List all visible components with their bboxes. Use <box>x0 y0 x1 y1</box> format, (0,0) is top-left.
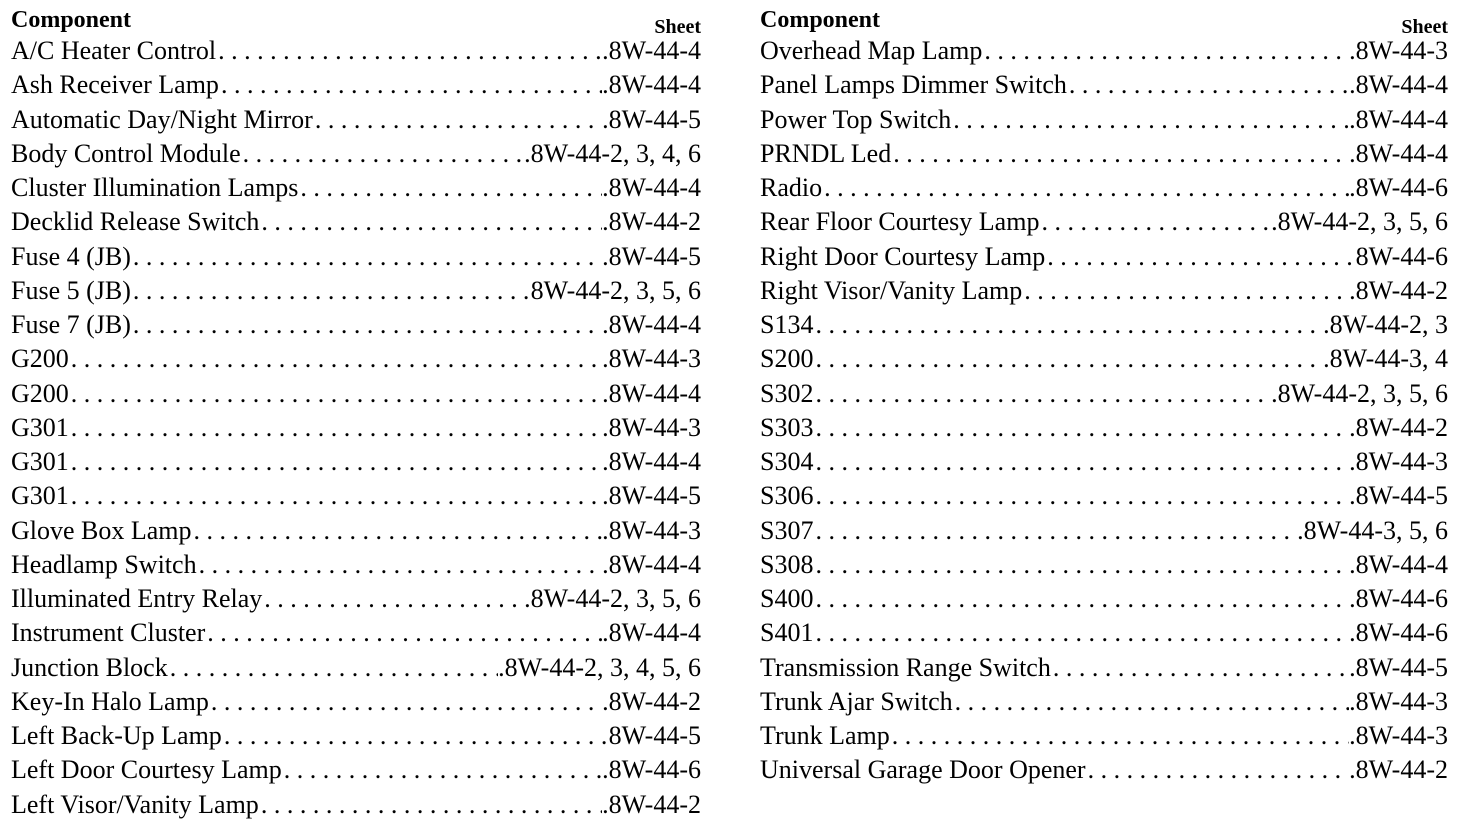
index-entry <box>11 445 701 479</box>
dot-leader <box>131 240 602 274</box>
component-name: Trunk Ajar Switch <box>760 686 953 716</box>
component-name: G200 <box>11 378 69 408</box>
sheet-reference: .8W-44-5 <box>602 241 701 271</box>
index-entry <box>760 342 1448 376</box>
dot-leader <box>131 308 602 342</box>
sheet-reference: .8W-44-2 <box>602 207 701 237</box>
sheet-reference: .8W-44-2 <box>602 686 701 716</box>
right-column <box>760 2 1448 788</box>
sheet-reference: .8W-44-3 <box>602 515 701 545</box>
dot-leader <box>69 445 602 479</box>
dot-leader <box>69 342 602 376</box>
right-entry-list <box>760 34 1448 788</box>
sheet-reference: .8W-44-2, 3 <box>1323 310 1448 339</box>
sheet-reference: .8W-44-2, 3, 5, 6 <box>524 584 701 613</box>
dot-leader <box>1051 651 1349 685</box>
sheet-reference: .8W-44-5 <box>602 481 701 511</box>
dot-leader <box>219 68 602 102</box>
dot-leader <box>259 205 602 239</box>
component-name: S302 <box>760 378 814 408</box>
dot-leader <box>69 411 602 445</box>
component-name: S400 <box>760 584 814 613</box>
dot-leader <box>822 171 1349 205</box>
sheet-reference: .8W-44-4 <box>1349 104 1448 134</box>
index-entry <box>760 103 1448 137</box>
sheet-reference: .8W-44-3, 5, 6 <box>1297 515 1448 545</box>
index-entry <box>760 274 1448 308</box>
left-column-header <box>11 2 701 38</box>
index-entry <box>11 651 701 685</box>
sheet-reference: .8W-44-3 <box>1349 721 1448 750</box>
index-entry <box>11 411 701 445</box>
dot-leader <box>1067 68 1349 102</box>
dot-leader <box>813 582 1349 616</box>
index-entry <box>11 308 701 342</box>
dot-leader <box>813 377 1271 411</box>
sheet-reference: .8W-44-4 <box>602 378 701 408</box>
dot-leader <box>813 548 1349 582</box>
component-name: Junction Block <box>11 652 168 682</box>
sheet-reference: .8W-44-4 <box>1349 549 1448 579</box>
sheet-reference: .8W-44-6 <box>602 755 701 785</box>
dot-leader <box>313 103 602 137</box>
dot-leader <box>891 137 1349 171</box>
component-name: PRNDL Led <box>760 138 892 168</box>
index-entry <box>11 479 701 513</box>
index-entry <box>760 753 1448 787</box>
sheet-reference: .8W-44-6 <box>1349 584 1448 613</box>
dot-leader <box>813 479 1349 513</box>
component-name: Instrument Cluster <box>11 618 206 648</box>
component-name: Rear Floor Courtesy Lamp <box>760 207 1040 237</box>
index-entry <box>760 685 1448 719</box>
component-name: Right Visor/Vanity Lamp <box>760 275 1023 305</box>
sheet-reference: .8W-44-4 <box>602 549 701 579</box>
index-entry <box>11 753 701 787</box>
dot-leader <box>298 171 602 205</box>
sheet-reference: .8W-44-6 <box>1349 618 1448 648</box>
index-entry <box>11 68 701 102</box>
index-entry <box>760 548 1448 582</box>
dot-leader <box>69 377 602 411</box>
sheet-reference: .8W-44-4 <box>1349 138 1448 168</box>
sheet-reference: .8W-44-3 <box>1349 36 1448 65</box>
dot-leader <box>241 137 524 171</box>
sheet-reference: .8W-44-4 <box>602 173 701 202</box>
sheet-reference: .8W-44-4 <box>602 447 701 476</box>
component-name: A/C Heater Control <box>11 36 217 65</box>
component-name: G200 <box>11 344 69 374</box>
component-name: Fuse 4 (JB) <box>11 241 131 271</box>
sheet-reference: .8W-44-5 <box>1349 652 1448 682</box>
dot-leader <box>813 445 1349 479</box>
component-name: S303 <box>760 412 814 442</box>
dot-leader <box>259 788 602 822</box>
component-name: Left Back-Up Lamp <box>11 721 222 750</box>
index-entry <box>11 103 701 137</box>
sheet-reference: .8W-44-6 <box>1349 173 1448 202</box>
sheet-reference: .8W-44-3 <box>1349 447 1448 476</box>
dot-leader <box>216 34 602 68</box>
component-name: Ash Receiver Lamp <box>11 70 219 100</box>
sheet-reference: .8W-44-4 <box>602 618 701 648</box>
dot-leader <box>1086 753 1349 787</box>
index-entry <box>11 616 701 650</box>
sheet-reference: .8W-44-2, 3, 5, 6 <box>1271 207 1448 237</box>
sheet-reference: 8W-44-6 <box>1355 241 1448 271</box>
dot-leader <box>168 651 498 685</box>
index-entry <box>760 445 1448 479</box>
component-name: Glove Box Lamp <box>11 515 192 545</box>
dot-leader <box>813 308 1323 342</box>
component-name: Key-In Halo Lamp <box>11 686 209 716</box>
component-name: Panel Lamps Dimmer Switch <box>760 70 1067 100</box>
index-entry <box>760 171 1448 205</box>
sheet-heading: Sheet <box>1401 16 1448 38</box>
index-entry <box>760 651 1448 685</box>
sheet-reference: .8W-44-2 <box>1349 412 1448 442</box>
index-entry <box>760 479 1448 513</box>
index-entry <box>760 582 1448 616</box>
index-entry <box>11 274 701 308</box>
index-entry <box>11 34 701 68</box>
component-name: S307 <box>760 515 814 545</box>
dot-leader <box>131 274 531 308</box>
component-name: Fuse 5 (JB) <box>11 275 131 305</box>
index-entry <box>11 548 701 582</box>
component-name: Body Control Module <box>11 138 241 168</box>
index-entry <box>11 377 701 411</box>
index-entry <box>11 719 701 753</box>
sheet-reference: .8W-44-4 <box>602 70 701 100</box>
dot-leader <box>813 342 1323 376</box>
index-entry <box>760 34 1448 68</box>
component-name: Illuminated Entry Relay <box>11 584 263 613</box>
dot-leader <box>890 719 1349 753</box>
sheet-reference: 8W-44-5 <box>608 721 701 750</box>
dot-leader <box>982 34 1349 68</box>
sheet-reference: .8W-44-2, 3, 4, 6 <box>524 138 701 168</box>
sheet-reference: .8W-44-4 <box>602 36 701 65</box>
dot-leader <box>953 685 1349 719</box>
left-column <box>11 2 701 822</box>
component-name: Automatic Day/Night Mirror <box>11 104 313 134</box>
component-name: G301 <box>11 447 69 476</box>
dot-leader <box>262 582 524 616</box>
index-entry <box>760 719 1448 753</box>
sheet-reference: .8W-44-3 <box>1349 686 1448 716</box>
sheet-reference: .8W-44-2, 3, 5, 6 <box>1271 378 1448 408</box>
dot-leader <box>282 753 602 787</box>
sheet-reference: 8W-44-2, 3, 5, 6 <box>530 275 701 305</box>
dot-leader <box>951 103 1349 137</box>
dot-leader <box>813 616 1349 650</box>
component-name: Left Visor/Vanity Lamp <box>11 789 259 819</box>
index-entry <box>11 137 701 171</box>
right-column-header <box>760 2 1448 38</box>
dot-leader <box>1045 240 1355 274</box>
index-entry <box>11 788 701 822</box>
index-entry <box>760 616 1448 650</box>
sheet-reference: .8W-44-4 <box>1349 70 1448 100</box>
component-name: S306 <box>760 481 814 511</box>
sheet-heading: Sheet <box>654 16 701 38</box>
component-name: Transmission Range Switch <box>760 652 1051 682</box>
index-entry <box>11 582 701 616</box>
component-name: S401 <box>760 618 814 648</box>
component-name: G301 <box>11 481 69 511</box>
component-name: Decklid Release Switch <box>11 207 260 237</box>
index-entry <box>11 171 701 205</box>
index-entry <box>760 308 1448 342</box>
index-entry <box>11 514 701 548</box>
component-name: Fuse 7 (JB) <box>11 310 131 339</box>
sheet-reference: .8W-44-2 <box>602 789 701 819</box>
component-name: Universal Garage Door Opener <box>760 755 1086 785</box>
index-entry <box>760 68 1448 102</box>
component-heading: Component <box>11 7 132 33</box>
left-entry-list <box>11 34 701 822</box>
index-entry <box>11 342 701 376</box>
sheet-reference: .8W-44-4 <box>602 310 701 339</box>
component-name: S304 <box>760 447 814 476</box>
dot-leader <box>205 616 602 650</box>
sheet-reference: .8W-44-5 <box>602 104 701 134</box>
component-name: Overhead Map Lamp <box>760 36 983 65</box>
index-entry <box>760 411 1448 445</box>
component-name: Trunk Lamp <box>760 721 890 750</box>
component-name: Power Top Switch <box>760 104 952 134</box>
dot-leader <box>813 411 1349 445</box>
component-name: Radio <box>760 173 823 202</box>
dot-leader <box>209 685 602 719</box>
index-entry <box>760 205 1448 239</box>
sheet-reference: .8W-44-5 <box>1349 481 1448 511</box>
component-name: S134 <box>760 310 814 339</box>
index-entry <box>760 137 1448 171</box>
component-name: S200 <box>760 344 814 374</box>
dot-leader <box>1039 205 1271 239</box>
sheet-reference: .8W-44-3 <box>602 344 701 374</box>
index-entry <box>760 240 1448 274</box>
component-name: Headlamp Switch <box>11 549 197 579</box>
component-name: Left Door Courtesy Lamp <box>11 755 282 785</box>
dot-leader <box>192 514 603 548</box>
index-entry <box>760 514 1448 548</box>
dot-leader <box>813 514 1297 548</box>
sheet-reference: .8W-44-2 <box>1349 275 1448 305</box>
index-entry <box>11 240 701 274</box>
dot-leader <box>222 719 609 753</box>
sheet-reference: .8W-44-2 <box>1349 755 1448 785</box>
sheet-reference: .8W-44-2, 3, 4, 5, 6 <box>498 652 701 682</box>
dot-leader <box>69 479 602 513</box>
component-name: Right Door Courtesy Lamp <box>760 241 1046 271</box>
component-name: S308 <box>760 549 814 579</box>
sheet-reference: .8W-44-3 <box>602 412 701 442</box>
component-name: G301 <box>11 412 69 442</box>
sheet-reference: .8W-44-3, 4 <box>1323 344 1448 374</box>
component-name: Cluster Illumination Lamps <box>11 173 299 202</box>
component-heading: Component <box>760 7 881 33</box>
index-entry <box>11 685 701 719</box>
index-entry <box>11 205 701 239</box>
dot-leader <box>1022 274 1349 308</box>
index-entry <box>760 377 1448 411</box>
dot-leader <box>197 548 603 582</box>
